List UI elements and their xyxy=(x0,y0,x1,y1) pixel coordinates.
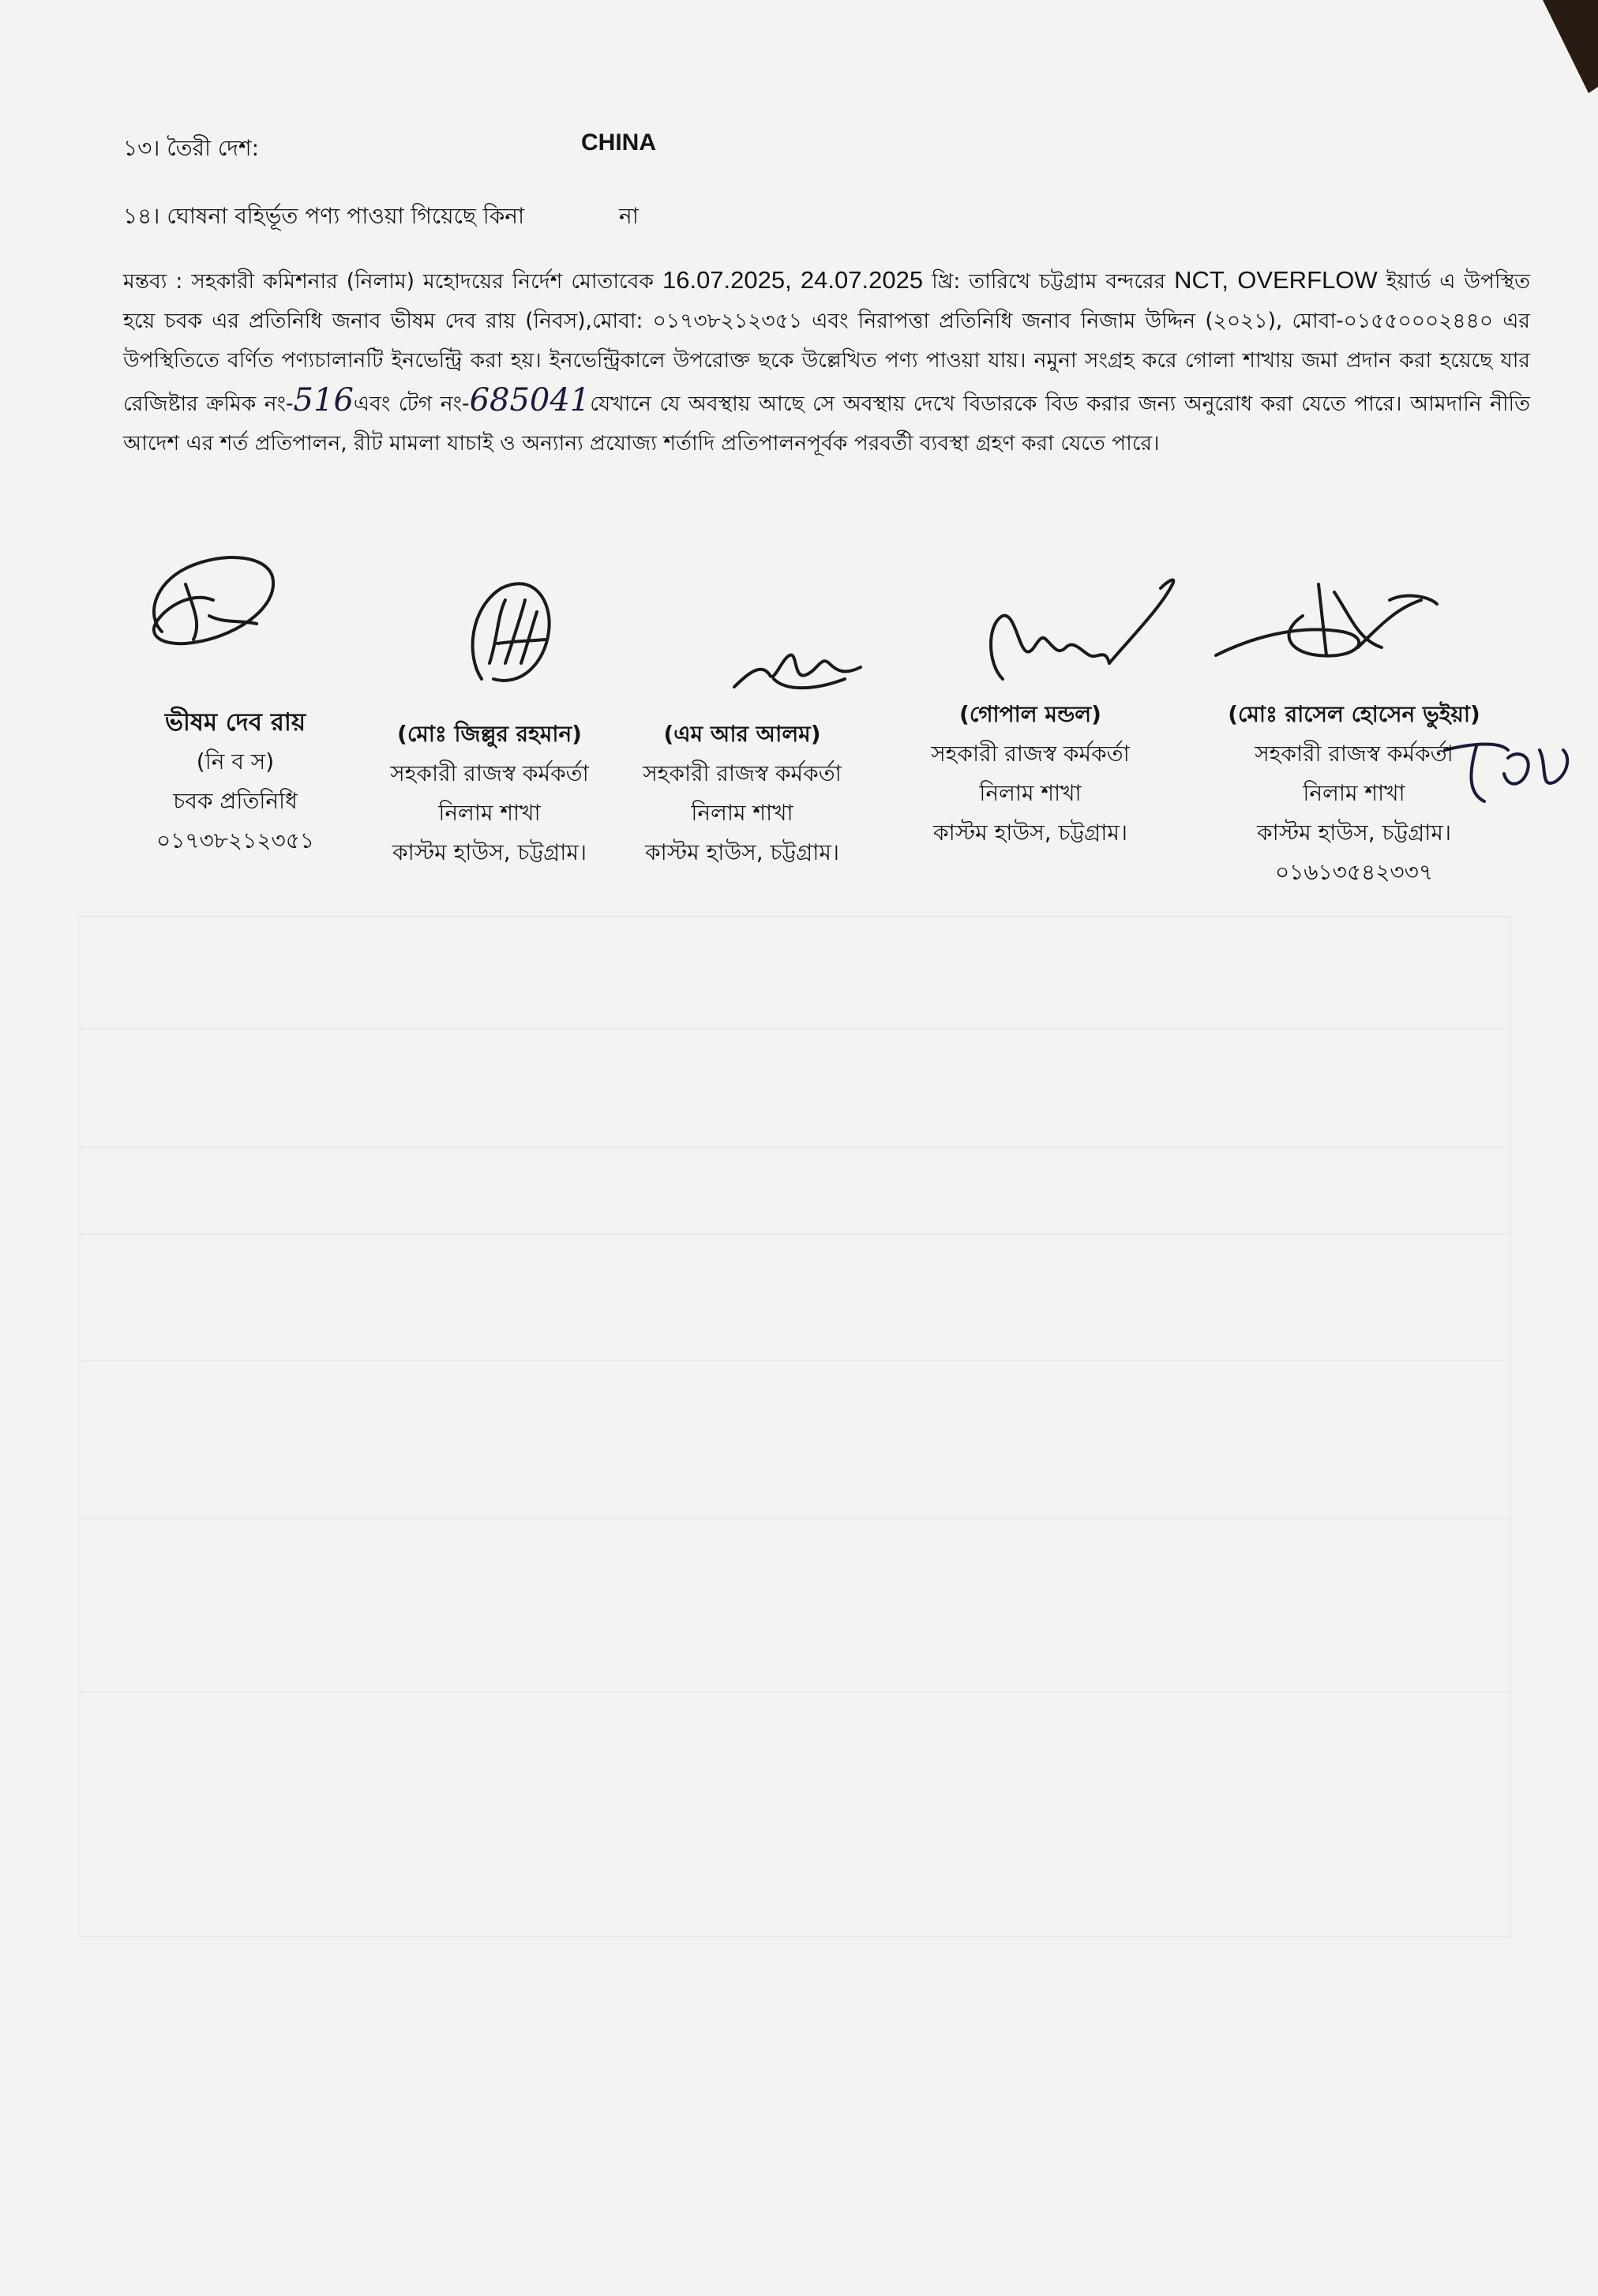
signature-5-image xyxy=(1200,568,1453,679)
signature-2-image xyxy=(458,568,576,695)
remark-text-1: মন্তব্য : সহকারী কমিশনার (নিলাম) মহোদয়ের নির্দেশ মোতাবেক xyxy=(123,269,662,294)
signatory-5-name: (মোঃ রাসেল হোসেন ভুইয়া) xyxy=(1228,701,1480,727)
yard-name: NCT, OVERFLOW xyxy=(1174,266,1378,294)
signatory-2-section: নিলাম শাখা xyxy=(438,800,541,826)
signatory-3-section: নিলাম শাখা xyxy=(691,800,793,826)
remark-text-5: যেখানে যে অবস্থায় আছে সে অবস্থায় দেখে বিডারকে বিড করার জন্য অনুরোধ করা যেতে পারে। আমদানি নীতি আদেশ এর শর্ত প্রতিপালন, রীট মামলা যাচাই ও অন্যান্য প্রযোজ্য শর্তাদি প্রতিপালনপূর্বক পরবর্তী ব্যবস্থা গ্রহণ করা যেতে পারে। xyxy=(123,392,1530,456)
reverse-side-show-through xyxy=(79,916,1511,1938)
item-14-answer: না xyxy=(619,203,639,229)
signatory-2-block xyxy=(371,715,608,872)
signatory-1-designation: চবক প্রতিনিধি xyxy=(173,788,298,814)
signatory-4-name: (গোপাল মন্ডল) xyxy=(959,701,1101,727)
signatory-5-section: নিলাম শাখা xyxy=(1303,780,1405,806)
inventory-dates: 16.07.2025, 24.07.2025 xyxy=(662,266,924,294)
signature-3-image xyxy=(726,632,868,703)
scan-corner-shadow xyxy=(1535,0,1598,95)
item-13-label: ১৩। তৈরী দেশ: xyxy=(123,135,260,161)
signatory-3-name: (এম আর আলম) xyxy=(663,721,821,747)
signatory-4-section: নিলাম শাখা xyxy=(979,780,1082,806)
tag-number-handwritten: 685041 xyxy=(469,382,591,418)
signatory-1-block xyxy=(133,703,338,861)
signatory-5-phone: ০১৬১৩৫৪২৩৩৭ xyxy=(1274,859,1434,885)
item-14-label: ১৪। ঘোষনা বহির্ভূত পণ্য পাওয়া গিয়েছে কিনা xyxy=(123,203,525,229)
signatory-5-office: কাস্টম হাউস, চট্টগ্রাম। xyxy=(1257,820,1451,846)
signatory-4-office: কাস্টম হাউস, চট্টগ্রাম। xyxy=(933,820,1127,846)
signatory-4-designation: সহকারী রাজস্ব কর্মকর্তা xyxy=(931,741,1130,767)
remark-text-4: এবং টেগ নং- xyxy=(353,392,470,416)
remark-text-2: খ্রি: তারিখে চট্টগ্রাম বন্দরের xyxy=(923,269,1175,294)
country-of-origin-value: CHINA xyxy=(581,129,656,156)
signatory-5-block xyxy=(1212,695,1496,892)
signatory-3-office: কাস্টম হাউস, চট্টগ্রাম। xyxy=(645,839,839,865)
register-serial-handwritten: 516 xyxy=(293,382,354,418)
signatory-2-designation: সহকারী রাজস্ব কর্মকর্তা xyxy=(390,760,589,786)
signatory-1-line1: (নি ব স) xyxy=(196,748,275,775)
signatory-3-designation: সহকারী রাজস্ব কর্মকর্তা xyxy=(643,760,842,786)
signatory-1-phone: ০১৭৩৮২১২৩৫১ xyxy=(156,827,315,853)
signatory-3-block xyxy=(624,715,861,872)
signatory-5-designation: সহকারী রাজস্ব কর্মকর্তা xyxy=(1255,741,1454,767)
signature-1-image xyxy=(138,545,296,663)
signatory-1-name: ভীষম দেব রায় xyxy=(164,708,306,737)
signatory-2-office: কাস্টম হাউস, চট্টগ্রাম। xyxy=(392,839,587,865)
signatory-4-block xyxy=(912,695,1149,853)
remark-paragraph xyxy=(123,261,1530,463)
signatory-2-name: (মোঃ জিল্লুর রহমান) xyxy=(397,721,582,747)
remark-text-3: ইয়ার্ড এ উপস্থিত হয়ে চবক এর প্রতিনিধি জনাব ভীষম দেব রায় (নিবস),মোবা: ০১৭৩৮২১২৩৫১ এবং নিরাপত্তা প্রতিনিধি জনাব নিজাম উদ্দিন (২০২১), মোবা-০১৫৫০০০২৪৪০ এর উপস্থিতিতে বর্ণিত পণ্যচালানটি ইনভেন্ট্রি করা হয়। ইনভেন্ট্রিকালে উপরোক্ত ছকে উল্লেখিত পণ্য পাওয়া যায়। নমুনা সংগ্রহ করে গোলা শাখায় জমা প্রদান করা হয়েছে যার রেজিষ্টার ক্রমিক নং- xyxy=(123,269,1530,416)
signature-4-image xyxy=(971,576,1184,695)
